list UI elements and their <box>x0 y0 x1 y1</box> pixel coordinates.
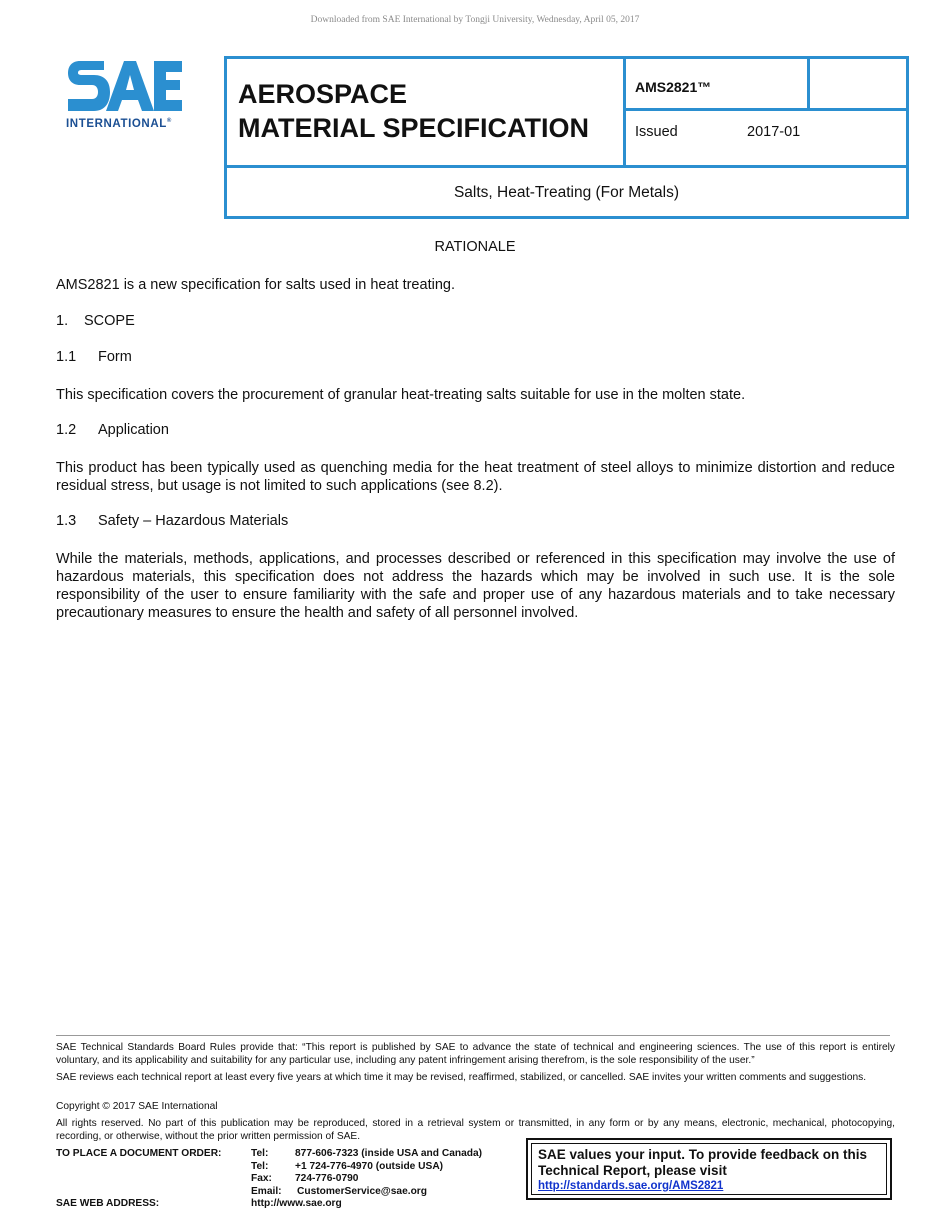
contact-value: 877-606-7323 (inside USA and Canada) <box>295 1148 483 1159</box>
logo-subtitle: INTERNATIONAL® <box>66 118 172 130</box>
footer-divider <box>56 1035 890 1036</box>
spec-type-box <box>224 56 626 168</box>
section-form-heading: 1.1 Form <box>56 349 132 365</box>
rights-text: All rights reserved. No part of this publication may be reproduced, stored in a retrieval system or transmitted, in any form or by any means, electronic, mechanical, photocopying, recording, or otherwise, without the prior written permission of SAE. <box>56 1118 895 1142</box>
section-scope-heading: 1. SCOPE <box>56 313 135 329</box>
doc-code-box <box>623 56 810 111</box>
issued-label: Issued <box>635 124 678 140</box>
contact-key: Fax: <box>251 1173 272 1184</box>
section-safety-text: While the materials, methods, applications, and processes described or referenced in this specification may involve the use of hazardous materials, this specification does not address the hazards which may be involved in such use. It is the sole responsibility of the user to ensure familiarity with the safe and proper use of any hazardous materials and to take necessary precautionary measures to ensure the health and safety of all personnel involved. <box>56 551 895 621</box>
download-watermark: Downloaded from SAE International by Tongji University, Wednesday, April 05, 2017 <box>310 15 640 25</box>
rationale-text: AMS2821 is a new specification for salts used in heat treating. <box>56 277 455 293</box>
web-address-label: SAE WEB ADDRESS: <box>56 1198 160 1209</box>
contact-email[interactable]: CustomerService@sae.org <box>297 1185 427 1197</box>
web-address-link[interactable]: http://www.sae.org <box>251 1198 342 1209</box>
section-application-text: This product has been typically used as quenching media for the heat treatment of steel alloys to minimize distortion and reduce residual stress, but usage is not limited to such applications (see 8.2). <box>56 460 895 494</box>
contact-value: +1 724-776-4970 (outside USA) <box>295 1160 444 1172</box>
issued-date: 2017-01 <box>747 124 801 140</box>
document-subject: Salts, Heat-Treating (For Metals) <box>453 184 680 201</box>
sae-logo-mark <box>66 55 184 115</box>
order-label: TO PLACE A DOCUMENT ORDER: <box>56 1148 222 1159</box>
feedback-text-line1: SAE values your input. To provide feedback on this <box>538 1147 868 1162</box>
feedback-box-inner <box>531 1143 887 1195</box>
spec-type-title: AEROSPACE MATERIAL SPECIFICATION <box>238 79 589 143</box>
rationale-heading: RATIONALE <box>434 239 516 255</box>
issued-box <box>623 108 909 168</box>
contact-key: Tel: <box>251 1160 269 1172</box>
section-safety-heading: 1.3 Safety – Hazardous Materials <box>56 513 289 529</box>
copyright-text: Copyright © 2017 SAE International <box>56 1101 218 1112</box>
feedback-box <box>526 1138 892 1200</box>
sae-logo <box>66 55 190 135</box>
feedback-text-line2: Technical Report, please visit <box>538 1163 727 1178</box>
review-text: SAE reviews each technical report at least every five years at which time it may be revised, reaffirmed, stabilized, or cancelled. SAE invites your written comments and suggestions. <box>56 1072 867 1083</box>
section-form-text: This specification covers the procurement of granular heat-treating salts suitable for use in the molten state. <box>56 387 746 403</box>
contact-key: Email: <box>251 1185 282 1197</box>
contact-key: Tel: <box>251 1148 269 1159</box>
section-application-heading: 1.2 Application <box>56 422 169 438</box>
subject-box <box>224 165 909 219</box>
contact-value: 724-776-0790 <box>295 1173 359 1184</box>
doc-code: AMS2821™ <box>635 79 712 95</box>
revision-box <box>807 56 909 111</box>
board-rules-text: SAE Technical Standards Board Rules provide that: “This report is published by SAE to advance the state of technical and engineering sciences. The use of this report is entirely voluntary, and its applicability and suitability for any particular use, including any patent infringement arising therefrom, is the sole responsibility of the user.” <box>56 1042 895 1066</box>
feedback-link[interactable]: http://standards.sae.org/AMS2821 <box>538 1180 724 1192</box>
